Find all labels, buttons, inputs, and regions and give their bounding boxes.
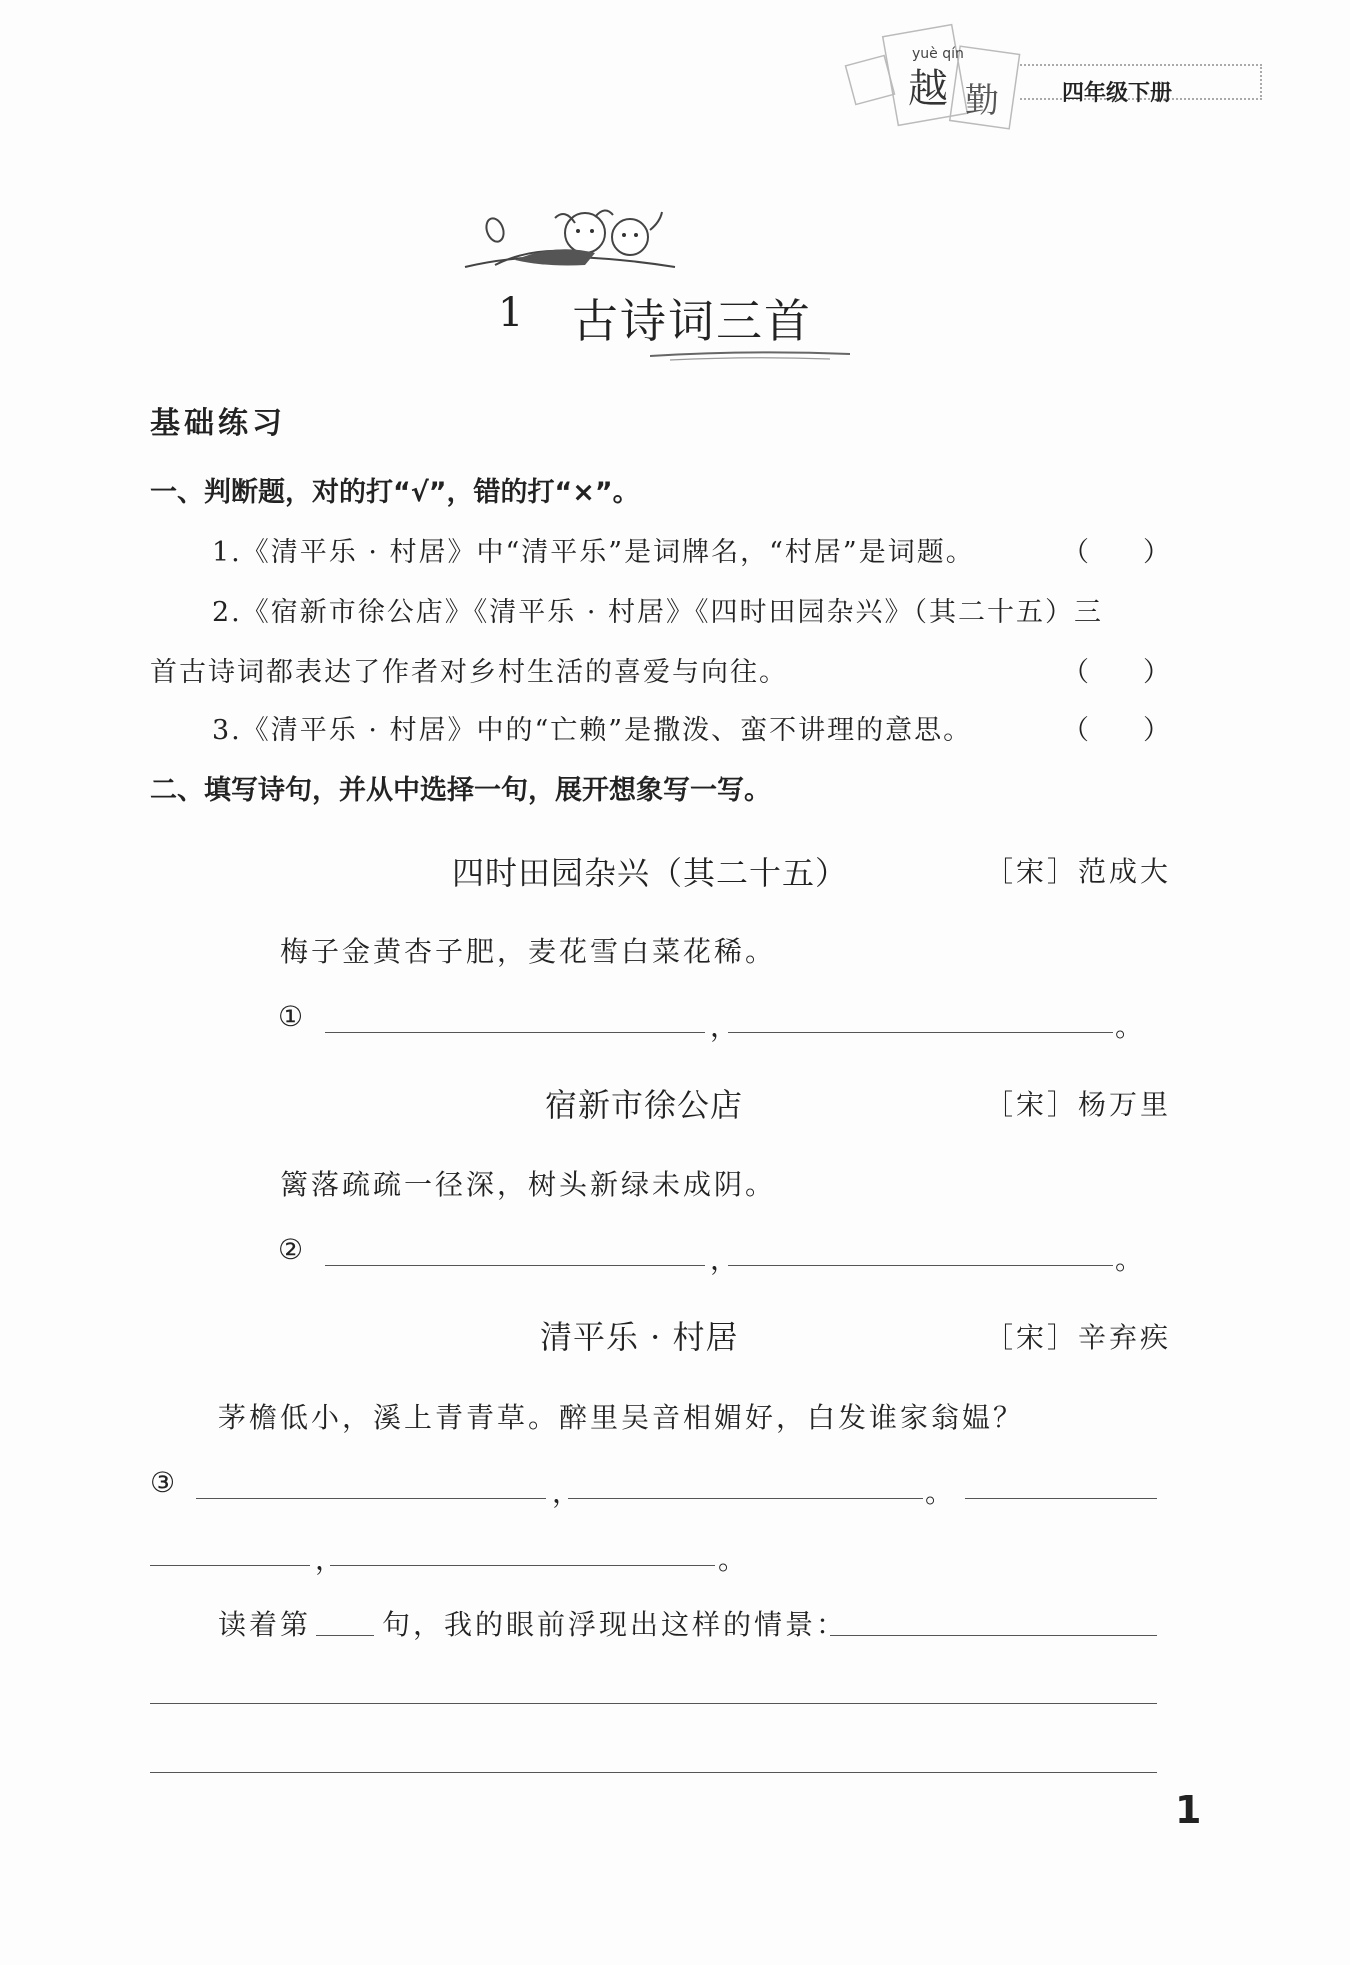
poem-1-title: 四时田园杂兴（其二十五） [452,854,849,892]
comma: ， [710,1010,739,1043]
poem-2-blank-a[interactable] [325,1265,705,1266]
question-2-text: 2.《宿新市徐公店》《清平乐 · 村居》《四时田园杂兴》（其二十五）三 [212,597,1104,628]
comma: ， [552,1476,581,1509]
comma: ， [315,1543,344,1576]
question-2-text-cont: 首古诗词都表达了作者对乡村生活的喜爱与向往。 [150,657,788,688]
poem-1-blank-b[interactable] [728,1032,1113,1033]
poem-2-blank-b[interactable] [728,1265,1113,1266]
reading-answer-blank-1[interactable] [830,1635,1157,1636]
reading-answer-blank-2[interactable] [150,1703,1157,1704]
children-illustration [455,195,685,285]
poem-2-author: ［宋］杨万里 [985,1088,1172,1121]
poem-3-line: 茅檐低小，溪上青青草。醉里吴音相媚好，白发谁家翁媪？ [218,1401,1025,1434]
yueqin-logo [840,20,1030,150]
logo-char-yue: 越 [908,66,948,112]
period: 。 [1115,1243,1144,1276]
poem-2-marker: ② [278,1233,304,1266]
reading-sentence-number-blank[interactable] [316,1635,374,1636]
reading-suffix: 句，我的眼前浮现出这样的情景： [382,1608,848,1641]
reading-answer-blank-3[interactable] [150,1772,1157,1773]
poem-3-blank-a[interactable] [196,1498,546,1499]
part2-heading: 二、填写诗句，并从中选择一句，展开想象写一写。 [150,775,771,806]
grade-label: 四年级下册 [1062,81,1173,106]
period: 。 [1115,1010,1144,1043]
poem-1-marker: ① [278,1000,304,1033]
part1-heading: 一、判断题，对的打“√”，错的打“×”。 [150,477,640,508]
question-2-answer-paren[interactable]: （ ） [1062,657,1170,688]
reading-prefix: 读着第 [218,1608,312,1641]
title-underline-decoration [650,348,850,364]
question-3-text: 3.《清平乐 · 村居》中的“亡赖”是撒泼、蛮不讲理的意思。 [212,715,973,746]
lesson-number: 1 [498,290,524,336]
question-1-answer-paren[interactable]: （ ） [1062,537,1170,568]
poem-3-blank-b[interactable] [568,1498,923,1499]
poem-3-blank-c-cont[interactable] [150,1565,310,1566]
period: 。 [718,1543,747,1576]
logo-char-qin: 勤 [965,81,999,121]
poem-3-blank-c[interactable] [965,1498,1157,1499]
poem-1-blank-a[interactable] [325,1032,705,1033]
poem-3-author: ［宋］辛弃疾 [985,1321,1172,1354]
question-1-text: 1.《清平乐 · 村居》中“清平乐”是词牌名，“村居”是词题。 [212,537,975,568]
poem-3-marker: ③ [150,1466,176,1499]
section-basic-practice: 基础练习 [150,406,286,441]
page-number: 1 [1175,1788,1202,1832]
logo-pinyin-yue: yuè qín [912,46,964,62]
comma: ， [710,1243,739,1276]
poem-2-line: 篱落疏疏一径深，树头新绿未成阴。 [280,1168,777,1201]
poem-2-title: 宿新市徐公店 [545,1086,744,1124]
period: 。 [925,1476,954,1509]
poem-3-blank-d[interactable] [330,1565,715,1566]
poem-1-author: ［宋］范成大 [985,855,1172,888]
poem-3-title: 清平乐 · 村居 [540,1318,739,1356]
poem-1-line: 梅子金黄杏子肥，麦花雪白菜花稀。 [280,935,777,968]
lesson-title: 古诗词三首 [572,294,812,348]
question-3-answer-paren[interactable]: （ ） [1062,715,1170,746]
